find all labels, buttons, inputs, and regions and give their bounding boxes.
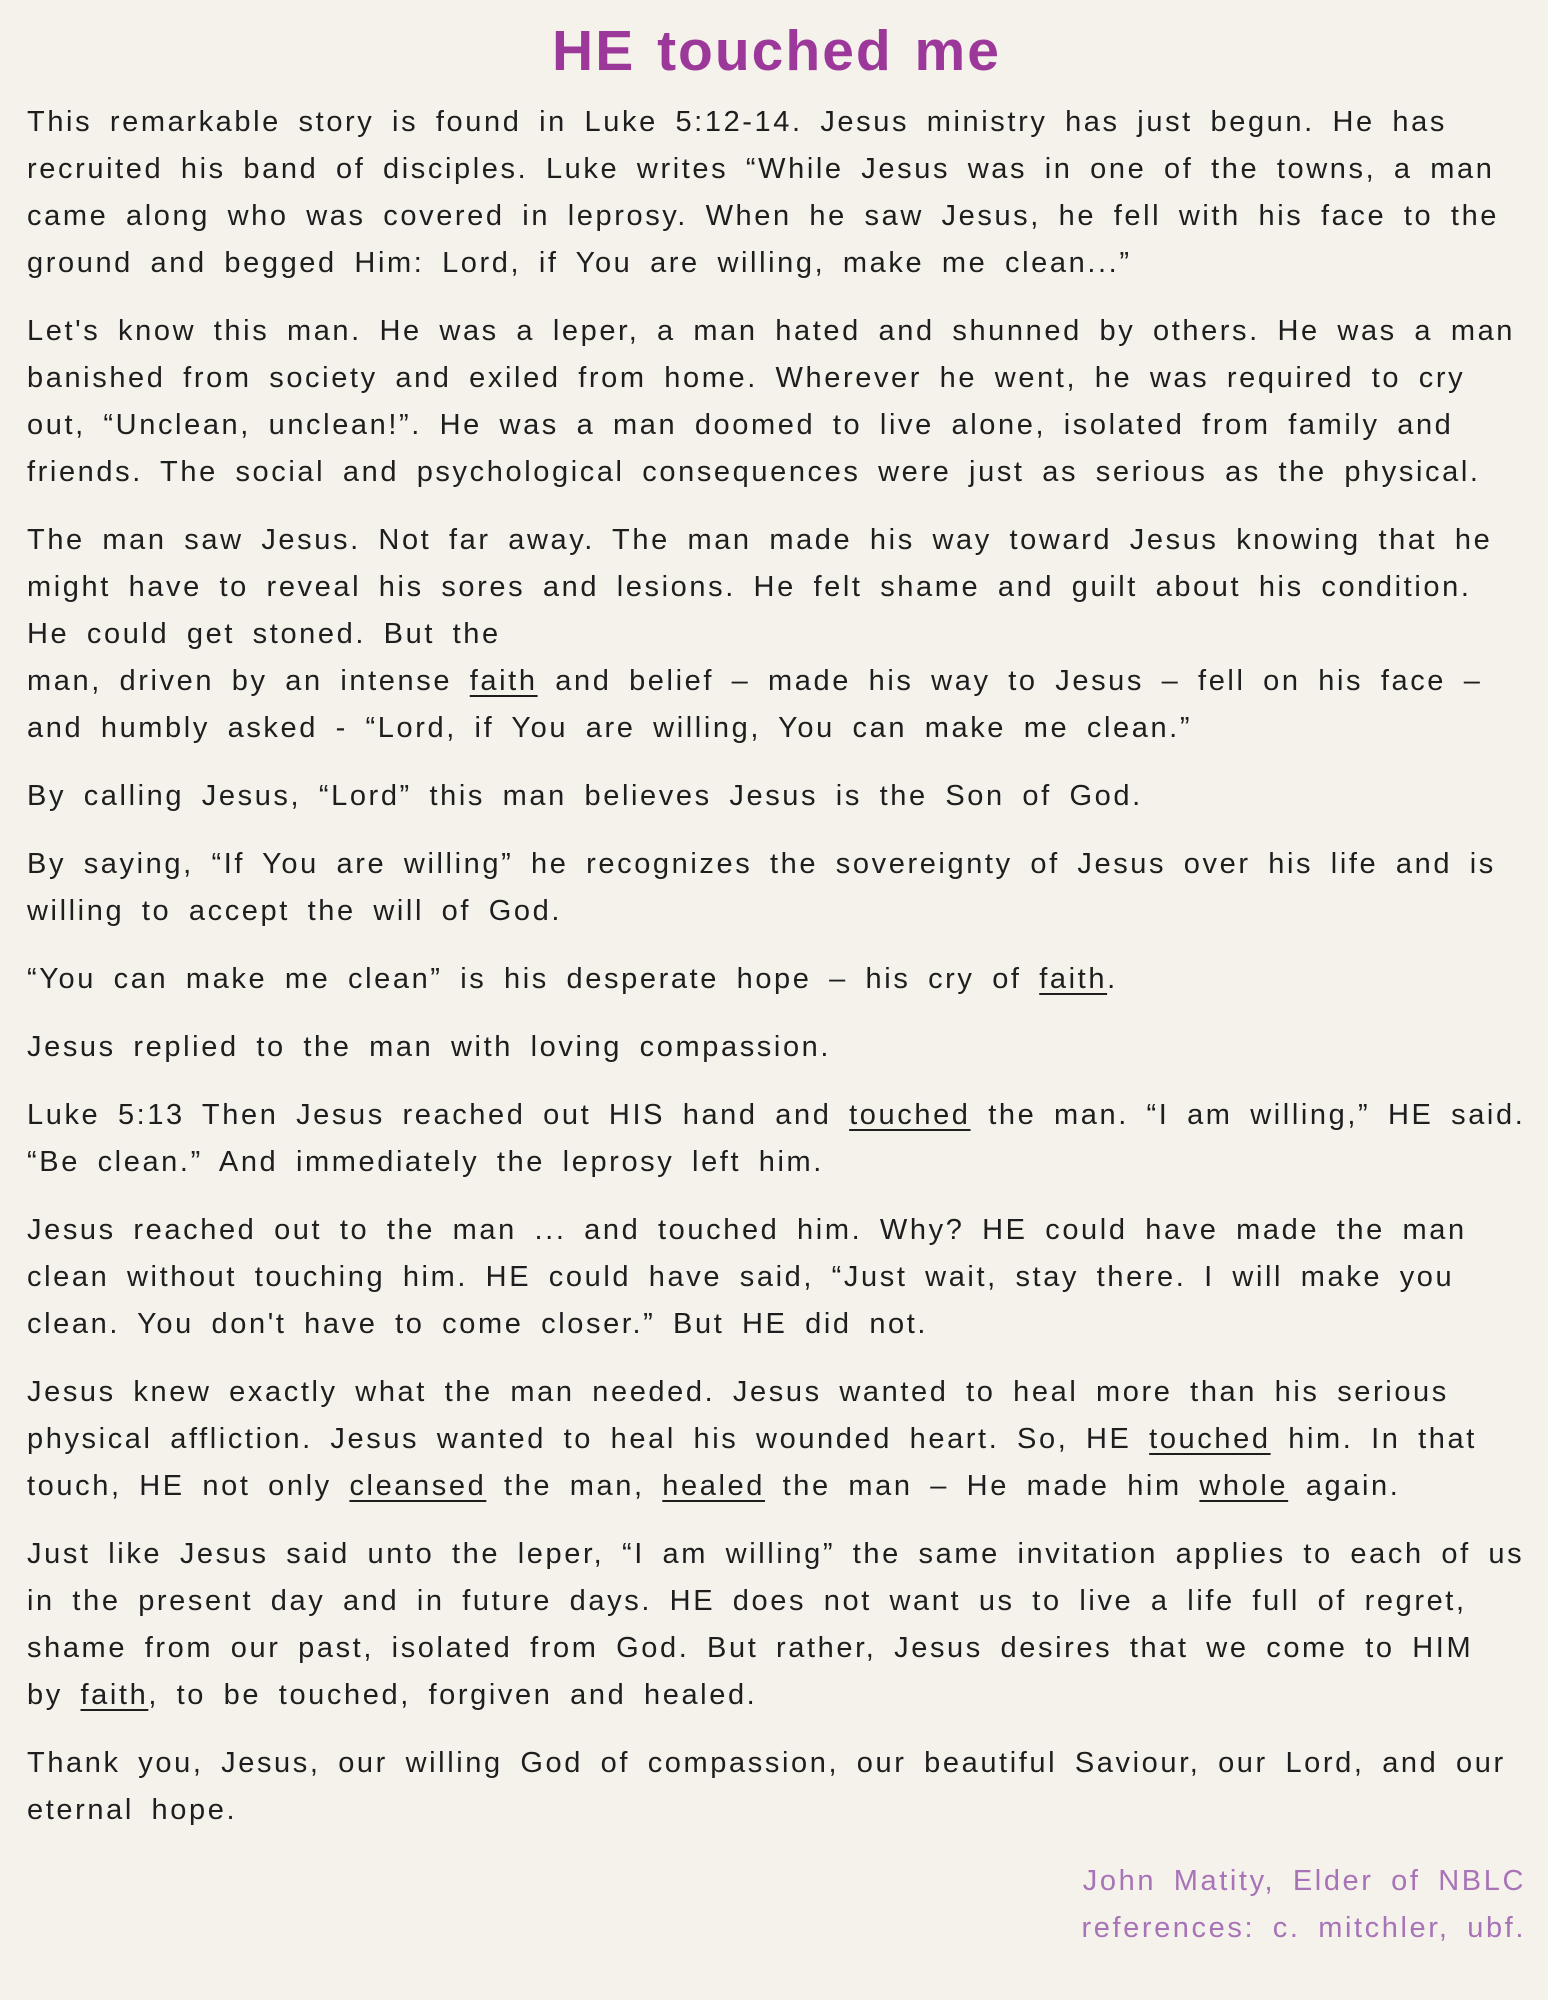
text-segment: the man, [486, 1470, 663, 1503]
attribution-footer [27, 1858, 1526, 1952]
text-segment: and belief – made his way to Jesus – fell on his face – and humbly asked - “Lord, if You are willing, You can make me clean.” [27, 665, 1483, 745]
paragraph [27, 956, 1526, 1003]
text-segment: him. In that touch, HE not only [27, 1423, 1477, 1503]
underlined-text: touched [849, 1099, 971, 1132]
text-segment: man, driven by an intense [27, 665, 470, 698]
paragraph [27, 308, 1526, 496]
text-segment: . [1107, 963, 1118, 996]
paragraph [27, 773, 1526, 820]
text-segment: By saying, “If You are willing” he recognizes the sovereignty of Jesus over his life and is willing to accept the will of God. [27, 848, 1496, 928]
text-segment: Jesus reached out to the man ... and touched him. Why? HE could have made the man clean without touching him. HE could have said, “Just wait, stay there. I will make you clean. You don't have to come closer.” But HE did not. [27, 1214, 1467, 1341]
underlined-text: whole [1199, 1470, 1289, 1503]
paragraph [27, 1531, 1526, 1719]
underlined-text: touched [1149, 1423, 1271, 1456]
text-segment: Jesus replied to the man with loving compassion. [27, 1031, 832, 1064]
paragraph [27, 1740, 1526, 1834]
underlined-text: faith [80, 1679, 149, 1712]
text-segment: again. [1288, 1470, 1401, 1503]
paragraph [27, 99, 1526, 287]
page-title: HE touched me [552, 19, 1001, 83]
text-segment: Let's know this man. He was a leper, a man hated and shunned by others. He was a man banished from society and exiled from home. Wherever he went, he was required to cry out, “Unclean, unclean!”. He was a man doomed to live alone, isolated from family and friends. The social and psychological consequences were just as serious as the physical. [27, 315, 1516, 489]
underlined-text: faith [1039, 963, 1108, 996]
text-segment: “You can make me clean” is his desperate hope – his cry of [27, 963, 1040, 996]
references-line: references: c. mitchler, ubf. [1081, 1912, 1526, 1945]
text-segment: , to be touched, forgiven and healed. [148, 1679, 758, 1712]
underlined-text: faith [469, 665, 538, 698]
paragraph [27, 841, 1526, 935]
article-body [27, 99, 1526, 1834]
paragraph [27, 1207, 1526, 1348]
paragraph [27, 517, 1526, 752]
text-segment: This remarkable story is found in Luke 5:12-14. Jesus ministry has just begun. He has recruited his band of disciples. Luke writes “While Jesus was in one of the towns, a man came along who was covered in leprosy. When he saw Jesus, he fell with his face to the ground and begged Him: Lord, if You are willing, make me clean...” [27, 106, 1500, 280]
text-segment: Just like Jesus said unto the leper, “I am willing” the same invitation applies to each of us in the present day and in future days. HE does not want us to live a life full of regret, shame from our past, isolated from God. But rather, Jesus desires that we come to HIM by [27, 1538, 1525, 1712]
text-segment: By calling Jesus, “Lord” this man believes Jesus is the Son of God. [27, 780, 1143, 813]
text-segment: The man saw Jesus. Not far away. The man made his way toward Jesus knowing that he might have to reveal his sores and lesions. He felt shame and guilt about his condition. He could get stoned. But the [27, 524, 1493, 651]
text-segment: Luke 5:13 Then Jesus reached out HIS hand and [27, 1099, 850, 1132]
text-segment: Jesus knew exactly what the man needed. Jesus wanted to heal more than his serious physical affliction. Jesus wanted to heal his wounded heart. So, HE [27, 1376, 1449, 1456]
paragraph [27, 1092, 1526, 1186]
underlined-text: cleansed [349, 1470, 487, 1503]
text-segment: the man. “I am willing,” HE said. “Be clean.” And immediately the leprosy left him. [27, 1099, 1526, 1179]
text-segment: the man – He made him [764, 1470, 1200, 1503]
paragraph [27, 1369, 1526, 1510]
paragraph [27, 1024, 1526, 1071]
text-segment: Thank you, Jesus, our willing God of compassion, our beautiful Saviour, our Lord, and our eternal hope. [27, 1747, 1506, 1827]
author-line: John Matity, Elder of NBLC [1082, 1865, 1526, 1898]
underlined-text: healed [662, 1470, 765, 1503]
